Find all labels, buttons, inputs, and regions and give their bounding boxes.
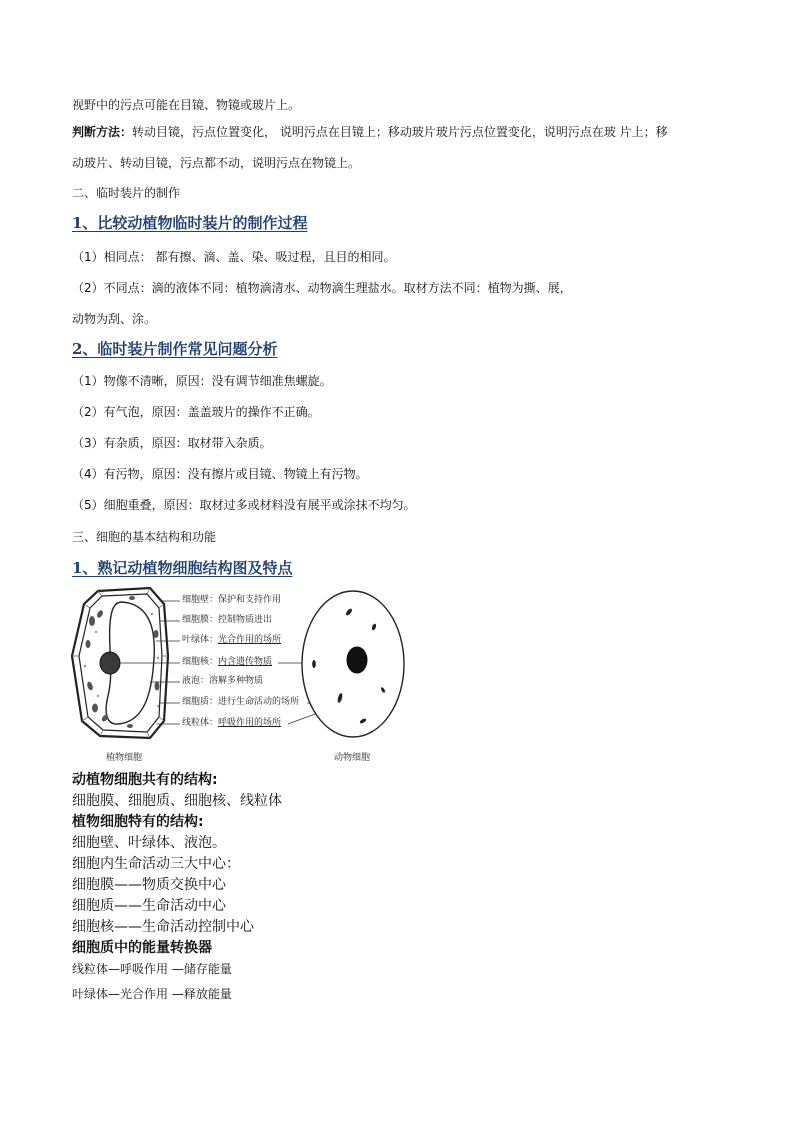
label-vacuole-desc: 溶解多种物质 xyxy=(209,676,264,686)
text-line-judge-method xyxy=(72,124,668,140)
text-line-objective: 动玻片、转动目镜，污点都不动，说明污点在物镜上。 xyxy=(72,156,361,170)
three-centers-title: 细胞内生命活动三大中心： xyxy=(72,856,240,872)
text-problem-5: （5）细胞重叠，原因：取材过多或材料没有展平或涂抹不均匀。 xyxy=(72,498,416,512)
text-line-eyepiece: 视野中的污点可能在目镜、物镜或玻片上。 xyxy=(72,98,301,112)
text-problem-4: （4）有污物，原因：没有擦片或目镜、物镜上有污物。 xyxy=(72,467,368,481)
plant-nucleus xyxy=(100,652,120,674)
text-similarity: （1）相同点： 都有擦、滴、盖、染、吸过程，且目的相同。 xyxy=(72,250,396,264)
energy-converter-title: 细胞质中的能量转换器 xyxy=(72,940,212,956)
label-mitochondria xyxy=(182,718,281,729)
label-chloroplast-desc: 光合作用的场所 xyxy=(218,635,282,645)
energy-mitochondria: 线粒体—呼吸作用 —储存能量 xyxy=(72,962,232,976)
label-cytoplasm-name: 细胞质： xyxy=(182,697,219,707)
heading-compare-slides: 1、比较动植物临时装片的制作过程 xyxy=(72,214,308,232)
label-vacuole xyxy=(182,676,263,687)
label-cell-membrane xyxy=(182,615,272,626)
section-title-cell-structure: 三、细胞的基本结构和功能 xyxy=(72,530,217,544)
text-difference: （2）不同点：滴的液体不同：植物滴清水、动物滴生理盐水。取材方法不同：植物为撕、展， xyxy=(72,281,572,295)
center-membrane: 细胞膜——物质交换中心 xyxy=(72,877,226,893)
label-nucleus-desc: 内含遗传物质 xyxy=(218,657,273,667)
label-cell-wall-name: 细胞壁： xyxy=(182,595,219,605)
text-problem-2: （2）有气泡，原因：盖盖玻片的操作不正确。 xyxy=(72,405,320,419)
heading-cell-diagram: 1、熟记动植物细胞结构图及特点 xyxy=(72,559,293,577)
animal-nucleus xyxy=(347,647,367,673)
label-cell-wall xyxy=(182,595,281,606)
cell-structure-diagram xyxy=(70,586,415,766)
label-vacuole-name: 液泡： xyxy=(182,676,210,686)
caption-plant-cell: 植物细胞 xyxy=(106,753,143,763)
section-title-temporary-slide: 二、临时装片的制作 xyxy=(72,186,181,200)
common-structures-title: 动植物细胞共有的结构: xyxy=(72,772,218,788)
plant-structures-title: 植物细胞特有的结构: xyxy=(72,814,204,830)
plant-structures-text: 细胞壁、叶绿体、液泡。 xyxy=(72,835,226,851)
judge-method-text: 转动目镜，污点位置变化， 说明污点在目镜上；移动玻片玻片污点位置变化，说明污点在玻 片上；移 xyxy=(132,125,668,139)
judge-method-label: 判断方法： xyxy=(72,125,133,139)
center-nucleus: 细胞核——生命活动控制中心 xyxy=(72,919,254,935)
label-nucleus xyxy=(182,657,272,668)
heading-common-problems: 2、临时装片制作常见问题分析 xyxy=(72,340,278,358)
label-cytoplasm xyxy=(182,697,299,708)
text-problem-1: （1）物像不清晰，原因：没有调节细准焦螺旋。 xyxy=(72,374,332,388)
label-mitochondria-name: 线粒体： xyxy=(182,718,219,728)
label-mitochondria-desc: 呼吸作用的场所 xyxy=(218,718,282,728)
label-chloroplast xyxy=(182,635,281,646)
text-difference-cont: 动物为刮、涂。 xyxy=(72,312,157,326)
common-structures-text: 细胞膜、细胞质、细胞核、线粒体 xyxy=(72,793,282,809)
energy-chloroplast: 叶绿体—光合作用 —释放能量 xyxy=(72,987,232,1001)
label-cell-membrane-desc: 控制物质进出 xyxy=(218,615,273,625)
label-cell-membrane-name: 细胞膜： xyxy=(182,615,219,625)
text-problem-3: （3）有杂质，原因：取材带入杂质。 xyxy=(72,436,272,450)
center-cytoplasm: 细胞质——生命活动中心 xyxy=(72,898,226,914)
label-chloroplast-name: 叶绿体： xyxy=(182,635,219,645)
caption-animal-cell: 动物细胞 xyxy=(334,753,371,763)
label-cell-wall-desc: 保护和支持作用 xyxy=(218,595,282,605)
label-cytoplasm-desc: 进行生命活动的场所 xyxy=(218,697,300,707)
label-nucleus-name: 细胞核： xyxy=(182,657,219,667)
